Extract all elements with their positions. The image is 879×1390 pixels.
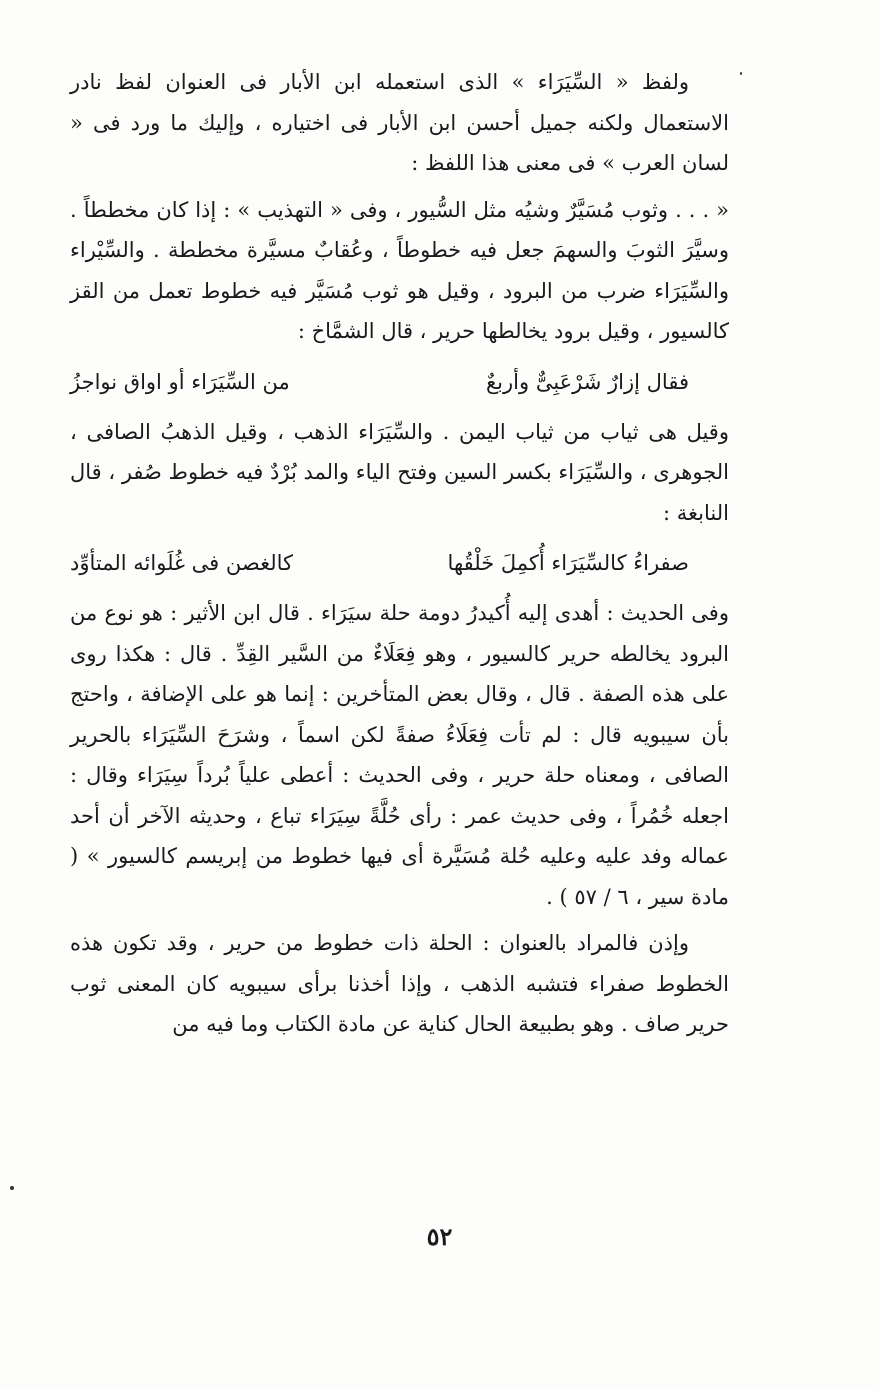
- verse-nabigha: [70, 543, 689, 583]
- paragraph-yemen-cloth: وقيل هى ثياب من ثياب اليمن . والسِّيَرَاء الذهب ، وقيل الذهبُ الصافى ، الجوهرى ، والسِّيَرَاء بكسر السين وفتح الياء والمد بُرْدٌ فيه خطوط صُفر ، قال النابغة :: [70, 419, 729, 525]
- verse-right-hemistich: فقال إزارٌ شَرْعَبِىٌّ وأربعٌ: [486, 369, 689, 394]
- margin-dot: [10, 1186, 14, 1190]
- verse-shammakh: [70, 362, 689, 402]
- page-number: ٥٢: [426, 1222, 453, 1251]
- margin-dot: [740, 72, 742, 75]
- paragraph-hadith: وفى الحديث : أهدى إليه أُكيدرُ دومة حلة سيَرَاء . قال ابن الأثير : هو نوع من البرود يخالطه حرير كالسيور ، وهو فِعَلَاءٌ من السَّير القِدِّ . قال : هكذا روى على هذه الصفة . قال ، وقال بعض المتأخرين : إنما هو على الإضافة ، واحتج بأن سيبويه قال : لم تأت فِعَلَاءُ صفةً لكن اسماً ، وشرَحَ السِّيَرَاء بالحرير الصافى ، ومعناه حلة حرير ، وفى الحديث : أعطى علياً بُرداً سِيَرَاء وقال : اجعله خُمُراً ، وفى حديث عمر : رأى حُلَّةً سِيَرَاء تباع ، وحديثه الآخر أن أحد عماله وفد عليه وعليه حُلة مُسَيَّرة أى فيها خطوط من إبريسم كالسيور » ( مادة سير ، ٦ / ٥٧ ) .: [70, 601, 729, 909]
- paragraph-conclusion: وإذن فالمراد بالعنوان : الحلة ذات خطوط من حرير ، وقد تكون هذه الخطوط صفراء فتشبه الذهب ، وإذا أخذنا برأى سيبويه كان المعنى ثوب حرير صاف . وهو بطبيعة الحال كناية عن مادة الكتاب وما فيه من: [70, 931, 729, 1036]
- verse-left-hemistich: كالغصن فى غُلَوائه المتأوِّد: [70, 551, 294, 575]
- paragraph-intro: ولفظ « السِّيَرَاء » الذى استعمله ابن الأبار فى العنوان لفظ نادر الاستعمال ولكنه جميل أحسن ابن الأبار فى اختياره ، وإليك ما ورد فى « لسان العرب » فى معنى هذا اللفظ :: [70, 70, 729, 175]
- paragraph-lisan-quote: « . . . وثوب مُسَيَّرٌ وشيُه مثل السُّيور ، وفى « التهذيب » : إذا كان مخططاً . وسيَّرَ الثوبَ والسهمَ جعل فيه خطوطاً ، وعُقابٌ مسيَّرة مخططة . والسِّيْراء والسِّيَرَاء ضرب من البرود ، وقيل هو ثوب مُسَيَّر فيه خطوط تعمل من القز كالسيور ، وقيل برود يخالطها حرير ، قال الشمَّاخ :: [70, 197, 729, 343]
- verse-right-hemistich: صفراءُ كالسِّيَرَاء أُكمِلَ خَلْقُها: [447, 551, 689, 575]
- verse-left-hemistich: من السِّيَرَاء أو اواق نواجزُ: [70, 369, 290, 394]
- body-text: [70, 62, 729, 1051]
